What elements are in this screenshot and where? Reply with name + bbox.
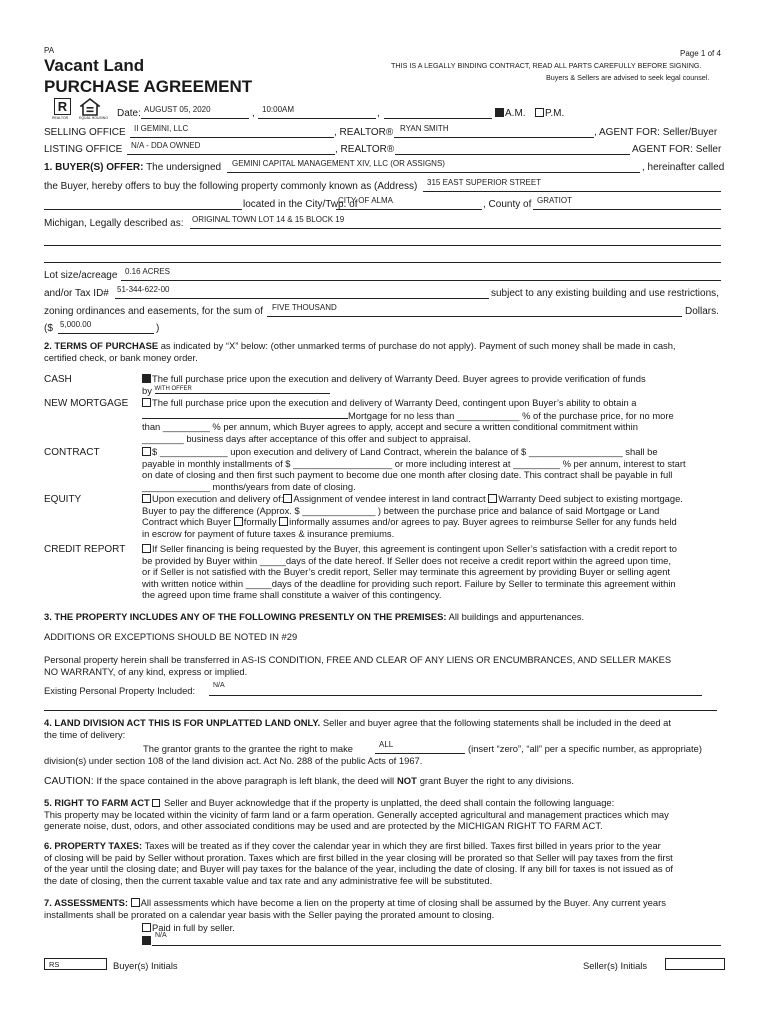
listing-office-label: LISTING OFFICE — [44, 144, 123, 155]
time-field[interactable]: 10:00AM — [262, 105, 295, 114]
divisions-field[interactable]: ALL — [379, 740, 394, 749]
listing-agent-for: AGENT FOR: Seller — [632, 144, 722, 155]
legal-label: Michigan, Legally described as: — [44, 218, 184, 229]
other-assessment-option — [142, 935, 152, 946]
contract-checkbox[interactable] — [142, 447, 151, 456]
selling-office-label: SELLING OFFICE — [44, 127, 126, 138]
form-code: PA — [44, 46, 55, 55]
formally-checkbox[interactable] — [234, 517, 243, 526]
lot-size-label: Lot size/acreage — [44, 270, 118, 281]
new-mortgage-label: NEW MORTGAGE — [44, 398, 129, 409]
counsel-notice: Buyers & Sellers are advised to seek legal counsel. — [546, 73, 710, 82]
address-field[interactable]: 315 EAST SUPERIOR STREET — [427, 178, 542, 187]
section3-heading: 3. THE PROPERTY INCLUDES ANY OF THE FOLLOWING PRESENTLY ON THE PREMISES: All buildings and appurtenances. — [44, 611, 585, 622]
caution-text: CAUTION: If the space contained in the above paragraph is left blank, the deed will NOT grant Buyer the right to any divisions. — [44, 775, 574, 787]
buyer-initials-field[interactable]: RS — [44, 958, 107, 970]
vendee-interest-checkbox[interactable] — [283, 494, 292, 503]
pm-checkbox[interactable] — [535, 108, 544, 117]
selling-office-field[interactable]: II GEMINI, LLC — [134, 124, 189, 133]
equity-label: EQUITY — [44, 494, 82, 505]
warranty-deed-checkbox[interactable] — [488, 494, 497, 503]
page-number: Page 1 of 4 — [680, 49, 721, 58]
other-assessment-checkbox[interactable] — [142, 936, 151, 945]
city-field[interactable]: CITY OF ALMA — [338, 196, 393, 205]
section2-intro: 2. TERMS OF PURCHASE as indicated by “X” below: (other unmarked terms of purchase do not apply). Payment of such money shall be made in cash, certified check, or bank money order. — [44, 340, 676, 363]
informally-checkbox[interactable] — [279, 517, 288, 526]
county-field[interactable]: GRATIOT — [537, 196, 572, 205]
located-label: located in the City/Twp. of — [243, 199, 358, 210]
equal-housing-caption: EQUAL HOUSING — [79, 116, 109, 120]
tax-id-field[interactable]: 51-344-622-00 — [117, 285, 170, 294]
new-mortgage-checkbox[interactable] — [142, 398, 151, 407]
equity-checkbox[interactable] — [142, 494, 151, 503]
additions-note: ADDITIONS OR EXCEPTIONS SHOULD BE NOTED IN #29 — [44, 631, 298, 642]
grantor-text: The grantor grants to the grantee the right to make — [143, 743, 354, 754]
title-vacant-land: Vacant Land — [44, 56, 145, 75]
personal-property-text: Personal property herein shall be transferred in AS-IS CONDITION, FREE AND CLEAR OF ANY LIENS OR ENCUMBRANCES, AND SELLER MAKES NO WARRANTY, of any kind, express or implied. — [44, 654, 672, 677]
binding-notice: THIS IS A LEGALLY BINDING CONTRACT, READ ALL PARTS CAREFULLY BEFORE SIGNING. — [391, 61, 702, 70]
cash-verification-field[interactable]: WITH OFFER — [155, 385, 330, 394]
paid-in-full-checkbox[interactable] — [142, 923, 151, 932]
realtor-logo-caption: REALTOR — [52, 116, 69, 120]
section5-text: 5. RIGHT TO FARM ACT Seller and Buyer acknowledge that if the property is unplatted, the deed shall contain the following language: This property may be located within the vicinity of farm land or a farm operation. Generally accepted agricultural and management practices which may generate noise, dust, odors, and other associated conditions may be used and are protected by the MICHIGAN RIGHT TO FARM ACT. — [44, 797, 669, 832]
selling-realtor-field[interactable]: RYAN SMITH — [400, 124, 449, 133]
contract-option: $ _____________ upon execution and delivery of Land Contract, wherein the balance of $ __________________ shall be payable in monthly installments of $ ___________________ or more including interest at _________ % per annum, interest to start on date of closing and then first such payment to become due one month after closing date. This contract shall be payable in full _____________ months/years from date of closing. — [142, 446, 686, 492]
credit-report-label: CREDIT REPORT — [44, 544, 126, 555]
contract-label: CONTRACT — [44, 447, 100, 458]
listing-office-field[interactable]: N/A - DDA OWNED — [131, 141, 201, 150]
buyer-initials-label: Buyer(s) Initials — [113, 960, 178, 971]
equity-option: Upon execution and delivery of: Assignment of vendee interest in land contract Warranty Deed subject to existing mortgage. Buyer to pay the difference (Approx. $ ______________ ) between the purchase price and balance of said Mortgage or Land Contract which Buyer formally informally assumes and/or agrees to pay. Buyer agrees to reimburse Seller for any funds held in escrow for payment of future taxes & insurance premiums. — [142, 493, 683, 539]
realtor-logo-icon: R — [54, 98, 71, 115]
selling-agent-for: , AGENT FOR: Seller/Buyer — [594, 127, 718, 138]
address-label: the Buyer, hereby offers to buy the following property commonly known as (Address) — [44, 181, 418, 192]
divisions-text: division(s) under section 108 of the land division act. Act No. 288 of the public Acts of 1967. — [44, 755, 423, 766]
legal-description-field[interactable]: ORIGINAL TOWN LOT 14 & 15 BLOCK 19 — [192, 215, 345, 224]
new-mortgage-option: The full purchase price upon the execution and delivery of Warranty Deed, contingent upon Buyer’s ability to obtain a Mortgage for no less than ____________ % of the purchase price, for no more than _________ % per annum, which Buyer agrees to apply, accept and secure a written conditional commitment within ________ business days after acceptance of this offer and subject to appraisal. — [142, 397, 674, 444]
date-label: Date: — [117, 108, 141, 119]
section6-text: 6. PROPERTY TAXES: Taxes will be treated as if they cover the calendar year in which they are first billed. Taxes first billed in years prior to the year of closing will be paid by Seller without proration. Taxes which are first billed in the year closing will be prorated so that Seller will pay taxes from the first of the year until the closing date; and Buyer will pay taxes for the balance of the year, including the date of closing. If any bill for taxes is not issued as of the date of closing, then the current taxable value and tax rate and any administrative fee will be substituted. — [44, 840, 674, 886]
section7-text: 7. ASSESSMENTS: All assessments which have become a lien on the property at time of closing shall be assumed by the Buyer. Any current years installments shall be prorated on a calendar year basis with the Seller paying the prorated amount to closing. — [44, 897, 666, 920]
page-title: PURCHASE AGREEMENT — [44, 77, 253, 96]
cash-label: CASH — [44, 374, 72, 385]
other-assessment-field[interactable]: N/A — [155, 932, 167, 939]
paid-in-full-option: Paid in full by seller. — [142, 922, 235, 933]
am-option[interactable]: A.M. — [495, 108, 526, 119]
assessments-checkbox[interactable] — [131, 898, 140, 907]
right-to-farm-checkbox[interactable] — [152, 799, 160, 807]
section1-heading: 1. BUYER(S) OFFER: The undersigned — [44, 162, 222, 173]
buyer-name-field[interactable]: GEMINI CAPITAL MANAGEMENT XIV, LLC (OR ASSIGNS) — [232, 159, 445, 168]
credit-report-checkbox[interactable] — [142, 544, 151, 553]
pm-option[interactable]: P.M. — [535, 108, 564, 119]
existing-property-field[interactable]: N/A — [213, 682, 225, 689]
sum-label: zoning ordinances and easements, for the sum of — [44, 306, 264, 317]
am-checkbox[interactable] — [495, 108, 504, 117]
credit-report-option: If Seller financing is being requested by the Buyer, this agreement is contingent upon Seller’s satisfaction with a credit report to be provided by Buyer within _____days of the date hereof. If Seller does not receive a credit report within the agreed upon time, or if Seller is not satisfied with the Buyer’s credit report, Seller may terminate this agreement by providing Buyer or selling agent with written notice within _____days of the deadline for providing such report. Failure by Seller to terminate this agreement within the agreed upon time frame shall constitute a waiver of this contingency. — [142, 543, 677, 601]
sum-number-field[interactable]: 5,000.00 — [60, 320, 92, 329]
seller-initials-field[interactable] — [665, 958, 725, 970]
sum-words-field[interactable]: FIVE THOUSAND — [272, 303, 337, 312]
date-field[interactable]: AUGUST 05, 2020 — [144, 105, 211, 114]
cash-checkbox[interactable] — [142, 374, 151, 383]
section4-text: 4. LAND DIVISION ACT THIS IS FOR UNPLATTED LAND ONLY. Seller and buyer agree that the following statements shall be included in the deed at the time of delivery: — [44, 717, 671, 740]
cash-option: The full purchase price upon the execution and delivery of Warranty Deed. Buyer agrees to provide verification of funds by WITH OFFER — [142, 373, 646, 396]
existing-property-label: Existing Personal Property Included: — [44, 685, 196, 696]
lot-size-field[interactable]: 0.16 ACRES — [125, 267, 170, 276]
seller-initials-label: Seller(s) Initials — [583, 960, 648, 971]
tax-id-label: and/or Tax ID# — [44, 288, 109, 299]
